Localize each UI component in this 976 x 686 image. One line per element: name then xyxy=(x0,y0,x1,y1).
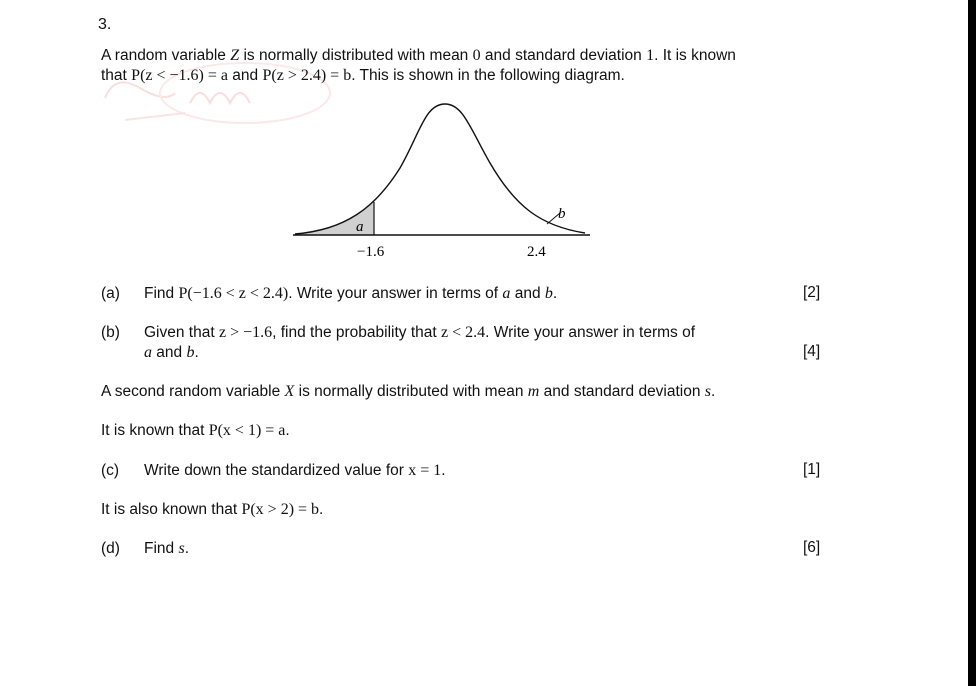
normal-curve-diagram xyxy=(285,98,605,268)
part-c-text: Write down the standardized value for x = 1. xyxy=(144,462,446,479)
part-d-text: Find s. xyxy=(144,540,190,557)
intro-line-2: that P(z < −1.6) = a and P(z > 2.4) = b. This is shown in the following diagram. xyxy=(101,67,625,84)
known-statement-2: It is also known that P(x > 2) = b. xyxy=(101,501,324,518)
question-number: 3. xyxy=(98,16,112,33)
part-b-label: (b) xyxy=(101,324,120,341)
part-b-text-line-2: a and b. xyxy=(144,344,199,361)
normal-curve xyxy=(295,104,585,234)
left-tick-label: −1.6 xyxy=(357,244,385,260)
right-tick-label: 2.4 xyxy=(527,244,546,260)
left-area-label: a xyxy=(356,219,364,235)
part-a-label: (a) xyxy=(101,285,120,302)
part-c-label: (c) xyxy=(101,462,120,479)
intro-line-1: A random variable Z is normally distributed with mean 0 and standard deviation 1. It is known xyxy=(101,47,736,64)
part-b-text-line-1: Given that z > −1.6, find the probability that z < 2.4. Write your answer in terms of xyxy=(144,324,696,341)
part-d-marks: [6] xyxy=(803,539,821,556)
part-d-label: (d) xyxy=(101,540,120,557)
part-a-text: Find P(−1.6 < z < 2.4). Write your answer in terms of a and b. xyxy=(144,285,558,302)
part-c-marks: [1] xyxy=(803,461,821,478)
second-variable-intro: A second random variable X is normally distributed with mean m and standard deviation s. xyxy=(101,383,716,400)
known-statement-1: It is known that P(x < 1) = a. xyxy=(101,422,290,439)
part-a-marks: [2] xyxy=(803,284,821,301)
part-b-marks: [4] xyxy=(803,343,821,360)
right-area-label: b xyxy=(558,206,566,222)
